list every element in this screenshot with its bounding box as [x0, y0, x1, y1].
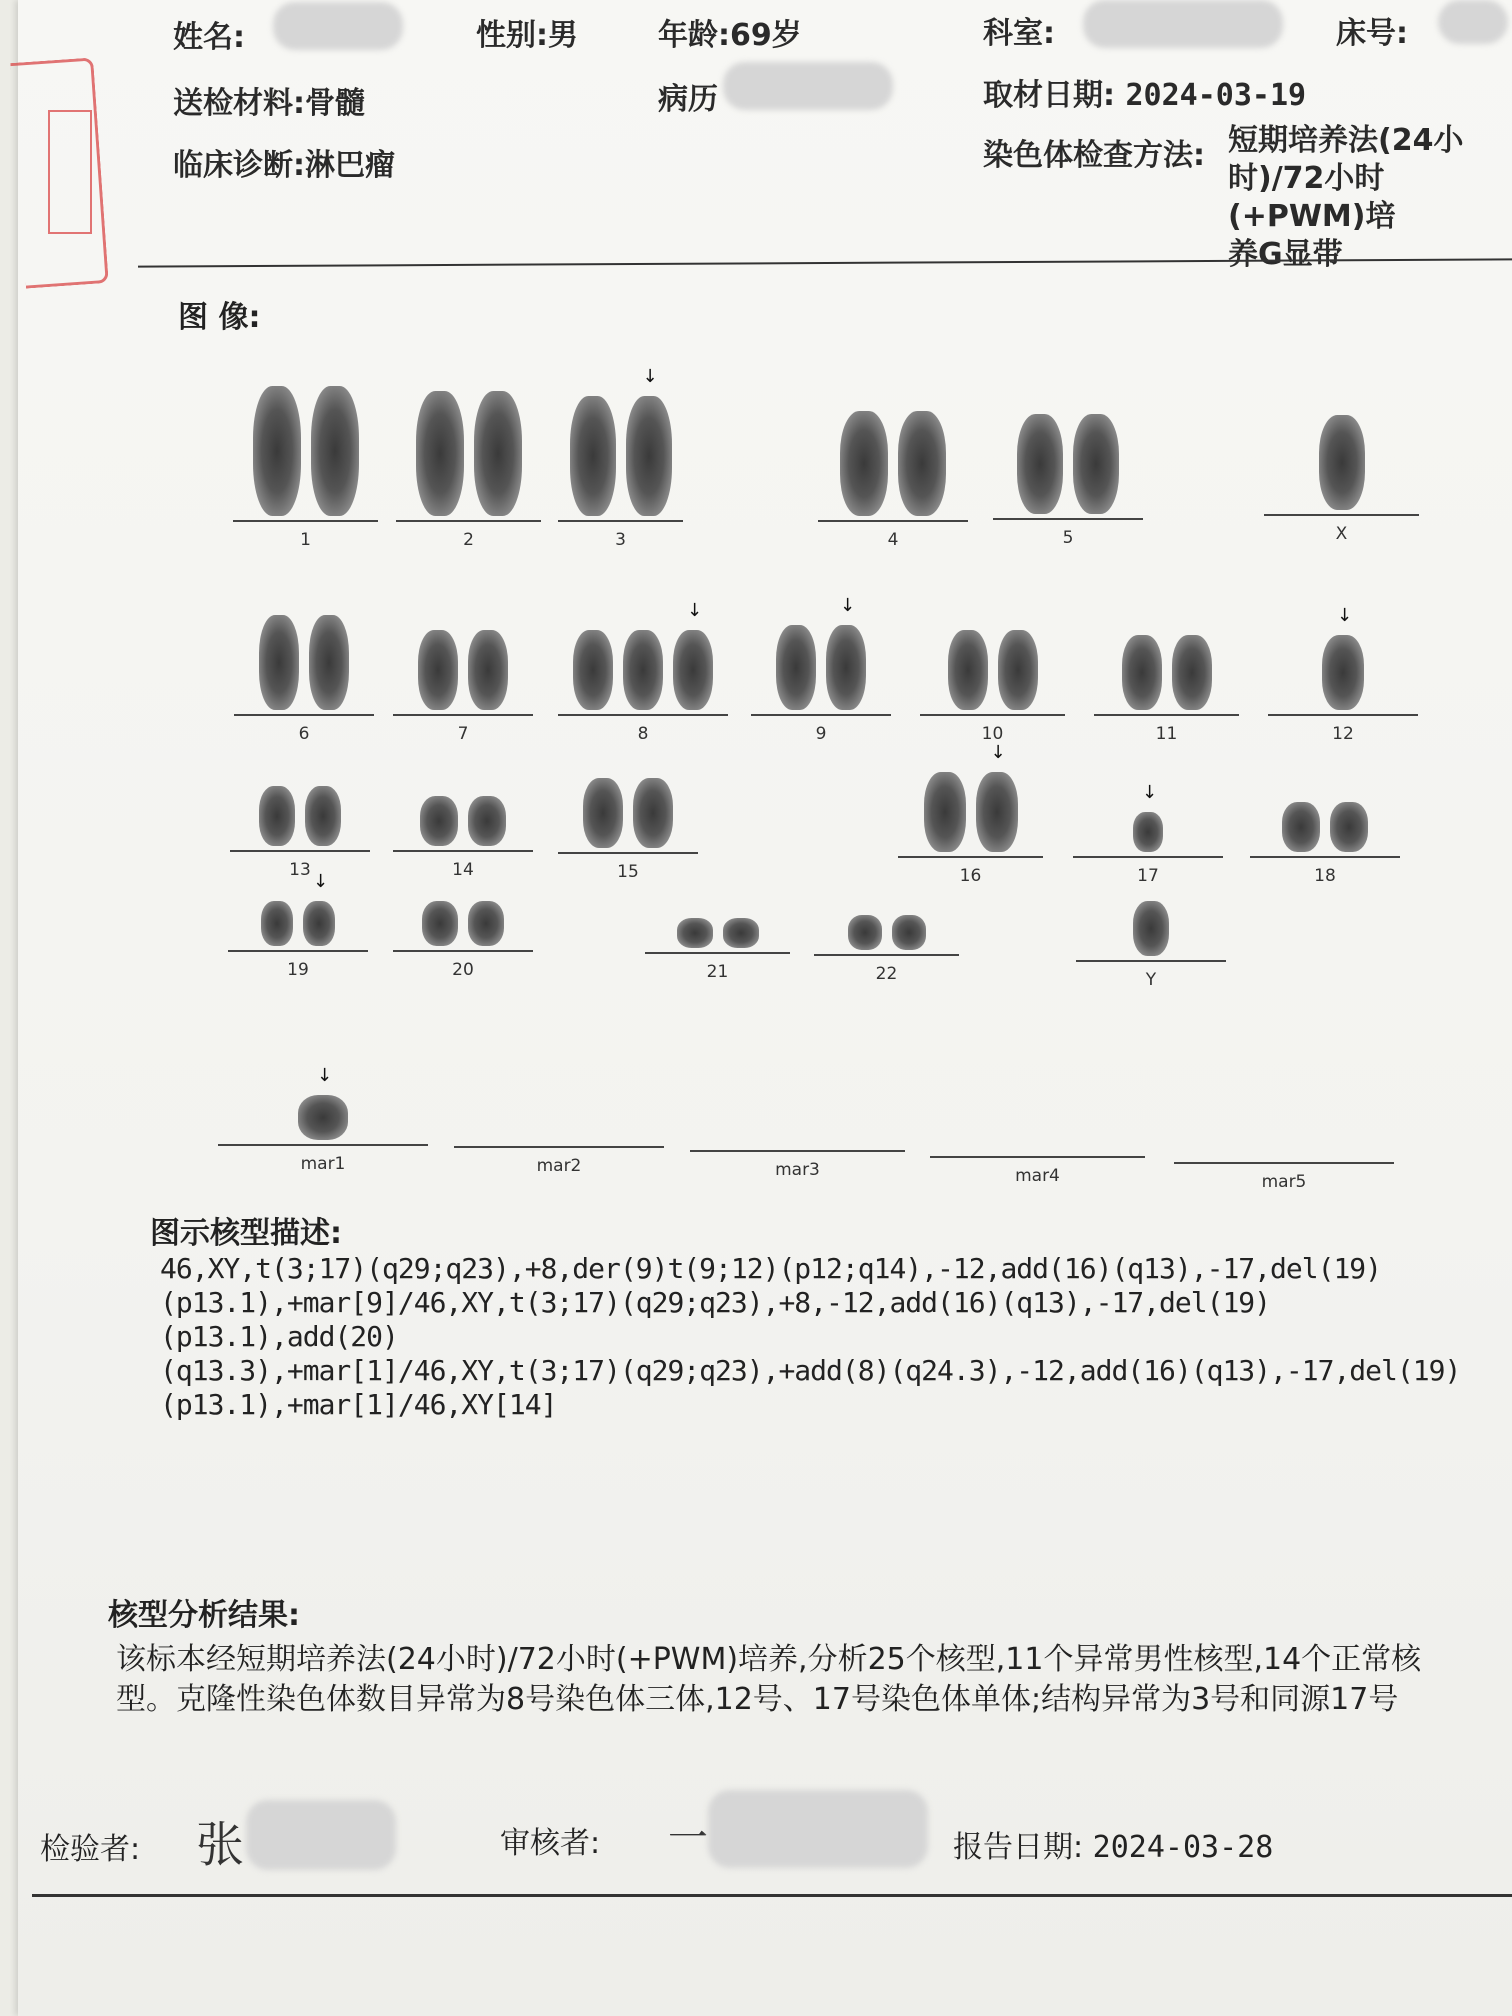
report-sheet: [18, 0, 1512, 2016]
chromosome-image: [840, 411, 888, 516]
chromosome-image: [998, 630, 1038, 710]
arrow-down-icon: ↓: [687, 600, 703, 621]
arrow-down-icon: ↓: [1337, 605, 1353, 626]
arrow-down-icon: ↓: [317, 1065, 333, 1086]
method-line: 养G显带: [1228, 237, 1343, 272]
chromosome-label: mar5: [1261, 1172, 1307, 1192]
chromosome-image: [677, 918, 713, 948]
method-line: 时)/72小时(+PWM)培: [1228, 161, 1396, 234]
chromosome-baseline: [234, 714, 374, 716]
chromosome-baseline: [1268, 714, 1418, 716]
arrow-down-icon: ↓: [840, 595, 856, 616]
diagnosis-value: 淋巴瘤: [305, 148, 395, 183]
karyotype-description: [160, 1252, 1500, 1422]
chromosome-image: [1282, 802, 1320, 852]
chromosome-image: [1133, 812, 1163, 852]
chromosome-baseline: [558, 520, 683, 522]
chromosome-image: [1122, 635, 1162, 710]
chromosome-baseline: [751, 714, 891, 716]
chromosome-image: [420, 796, 458, 846]
chromosome-label: mar1: [300, 1154, 346, 1174]
chromosome-image: [311, 386, 359, 516]
chromosome-image: [924, 772, 966, 852]
chromosome-label: 16: [959, 866, 982, 886]
analysis-result: [116, 1640, 1512, 1720]
chromosome-label: 19: [287, 960, 309, 980]
chromosome-label: 6: [298, 724, 310, 744]
chromosome-baseline: [818, 520, 968, 522]
chromosome-baseline: [1250, 856, 1400, 858]
chromosome-label: 4: [887, 530, 899, 550]
chromosome-image: [305, 786, 341, 846]
bed-label: 床号:: [1336, 16, 1408, 51]
chromosome-label: 20: [452, 960, 474, 980]
chromosome-label: 13: [289, 860, 311, 880]
chromosome-label: mar4: [1015, 1166, 1060, 1186]
method-line: 短期培养法(24小: [1228, 123, 1464, 158]
report-date-field: [953, 1822, 1273, 1866]
chromosome-image: [633, 778, 673, 848]
age-value: 69岁: [730, 18, 802, 53]
dept-label: 科室:: [983, 16, 1055, 51]
chromosome-image: [1319, 415, 1365, 510]
chromosome-baseline: [393, 714, 533, 716]
chromosome-baseline: [393, 950, 533, 952]
chromosome-image: [298, 1095, 348, 1140]
arrow-down-icon: ↓: [642, 366, 658, 387]
chromosome-baseline: [690, 1150, 905, 1152]
chromosome-image: [468, 796, 506, 846]
chromosome-baseline: [898, 856, 1043, 858]
chromosome-image: [1330, 802, 1368, 852]
examiner-signature: 张: [196, 1817, 245, 1873]
reviewer-redacted: [708, 1790, 928, 1868]
chromosome-baseline: [454, 1146, 664, 1148]
specimen-value: 骨髓: [305, 86, 365, 121]
chromosome-image: [416, 391, 464, 516]
chromosome-image: [570, 396, 616, 516]
arrow-down-icon: ↓: [313, 871, 329, 892]
description-line: (q13.3),+mar[1]/46,XY,t(3;17)(q29;q23),+add(8)(q24.3),-12,add(16)(q13),-17,del(19): [160, 1354, 1461, 1387]
chromosome-label: 12: [1332, 724, 1354, 744]
chromosome-image: [848, 915, 882, 950]
chromosome-baseline: [920, 714, 1065, 716]
result-line: 该标本经短期培养法(24小时)/72小时(+PWM)培养,分析25个核型,11个异常男性核型,14个正常核: [116, 1642, 1422, 1677]
chromosome-baseline: [228, 950, 368, 952]
description-line: (p13.1),+mar[9]/46,XY,t(3;17)(q29;q23),+8,-12,add(16)(q13),-17,del(19)(p13.1),add(20): [160, 1286, 1271, 1353]
chromosome-baseline: [558, 714, 728, 716]
report-date-value: 2024-03-28: [1092, 1830, 1274, 1865]
image-section-label: 图 像:: [178, 300, 261, 335]
chromosome-label: 17: [1137, 866, 1159, 886]
chromosome-baseline: [233, 520, 378, 522]
chromosome-baseline: [396, 520, 541, 522]
chromosome-baseline: [393, 850, 533, 852]
sample-date-label: 取材日期:: [983, 78, 1115, 113]
chromosome-image: [573, 630, 613, 710]
sex-label: 性别:: [476, 18, 548, 53]
chromosome-image: [468, 901, 504, 946]
chromosome-label: mar2: [536, 1156, 582, 1176]
chromosome-label: 14: [452, 860, 474, 880]
chromosome-image: [261, 901, 293, 946]
chromosome-image: [583, 778, 623, 848]
footer-divider: [32, 1894, 1512, 1897]
age-label: 年龄:: [658, 18, 730, 53]
chromosome-image: [259, 615, 299, 710]
chromosome-image: [253, 386, 301, 516]
chromosome-image: [474, 391, 522, 516]
chromosome-image: [826, 625, 866, 710]
chromosome-label: 7: [457, 724, 469, 744]
chromosome-image: [626, 396, 672, 516]
chromosome-image: [468, 630, 508, 710]
sample-date-value: 2024-03-19: [1125, 78, 1307, 113]
chromosome-image: [309, 615, 349, 710]
diagnosis-label: 临床诊断:: [173, 148, 305, 183]
chromosome-image: [976, 772, 1018, 852]
chromosome-baseline: [558, 852, 698, 854]
chromosome-baseline: [1094, 714, 1239, 716]
description-line: (p13.1),+mar[1]/46,XY[14]: [160, 1388, 557, 1421]
sex-value: 男: [548, 18, 578, 53]
report-date-label: 报告日期:: [953, 1830, 1084, 1865]
chromosome-image: [422, 901, 458, 946]
chromosome-label: 1: [300, 530, 311, 550]
chromosome-image: [898, 411, 946, 516]
result-line: 型。克隆性染色体数目异常为8号染色体三体,12号、17号染色体单体;结构异常为3号和同源17号: [116, 1682, 1399, 1717]
chromosome-baseline: [645, 952, 790, 954]
chromosome-image: [723, 918, 759, 948]
chromosome-image: [303, 901, 335, 946]
chromosome-baseline: [993, 518, 1143, 520]
chromosome-image: [1322, 635, 1364, 710]
chromosome-label: 5: [1062, 528, 1074, 548]
chromosome-label: 8: [637, 724, 649, 744]
examiner-label: 检验者:: [40, 1832, 141, 1867]
chromosome-image: [948, 630, 988, 710]
chromosome-baseline: [1264, 514, 1419, 516]
chromosome-baseline: [1174, 1162, 1394, 1164]
chromosome-label: mar3: [775, 1160, 820, 1180]
chromosome-label: 9: [815, 724, 827, 744]
chromosome-baseline: [814, 954, 959, 956]
chromosome-label: 15: [617, 862, 639, 882]
chromosome-image: [1172, 635, 1212, 710]
chromosome-label: 3: [615, 530, 626, 550]
chromosome-baseline: [230, 850, 370, 852]
chromosome-label: 10: [981, 724, 1004, 744]
chromosome-label: 22: [875, 964, 898, 984]
examiner-redacted: [246, 1800, 396, 1870]
reviewer-label: 审核者:: [500, 1826, 601, 1861]
chromosome-image: [1073, 414, 1119, 514]
name-label: 姓名:: [173, 20, 245, 55]
chromosome-baseline: [1076, 960, 1226, 962]
chromosome-label: 18: [1314, 866, 1336, 886]
result-label: 核型分析结果:: [108, 1598, 300, 1633]
record-label: 病历: [658, 82, 718, 117]
method-label: 染色体检查方法:: [983, 138, 1205, 173]
chromosome-image: [259, 786, 295, 846]
specimen-label: 送检材料:: [173, 86, 305, 121]
chromosome-image: [776, 625, 816, 710]
reviewer-signature-stroke: 一: [668, 1815, 708, 1861]
chromosome-label: Y: [1145, 970, 1157, 990]
chromosome-baseline: [218, 1144, 428, 1146]
chromosome-label: 21: [706, 962, 729, 982]
arrow-down-icon: ↓: [990, 742, 1006, 763]
chromosome-image: [1133, 901, 1169, 956]
chromosome-label: 11: [1155, 724, 1178, 744]
chromosome-image: [673, 630, 713, 710]
chromosome-image: [418, 630, 458, 710]
chromosome-label: X: [1335, 524, 1348, 544]
chromosome-image: [892, 915, 926, 950]
description-line: 46,XY,t(3;17)(q29;q23),+8,der(9)t(9;12)(p12;q14),-12,add(16)(q13),-17,del(19): [160, 1252, 1382, 1285]
description-label: 图示核型描述:: [150, 1216, 342, 1251]
chromosome-label: 2: [463, 530, 474, 550]
chromosome-baseline: [930, 1156, 1145, 1158]
chromosome-image: [623, 630, 663, 710]
chromosome-image: [1017, 414, 1063, 514]
chromosome-baseline: [1073, 856, 1223, 858]
arrow-down-icon: ↓: [1142, 782, 1158, 803]
